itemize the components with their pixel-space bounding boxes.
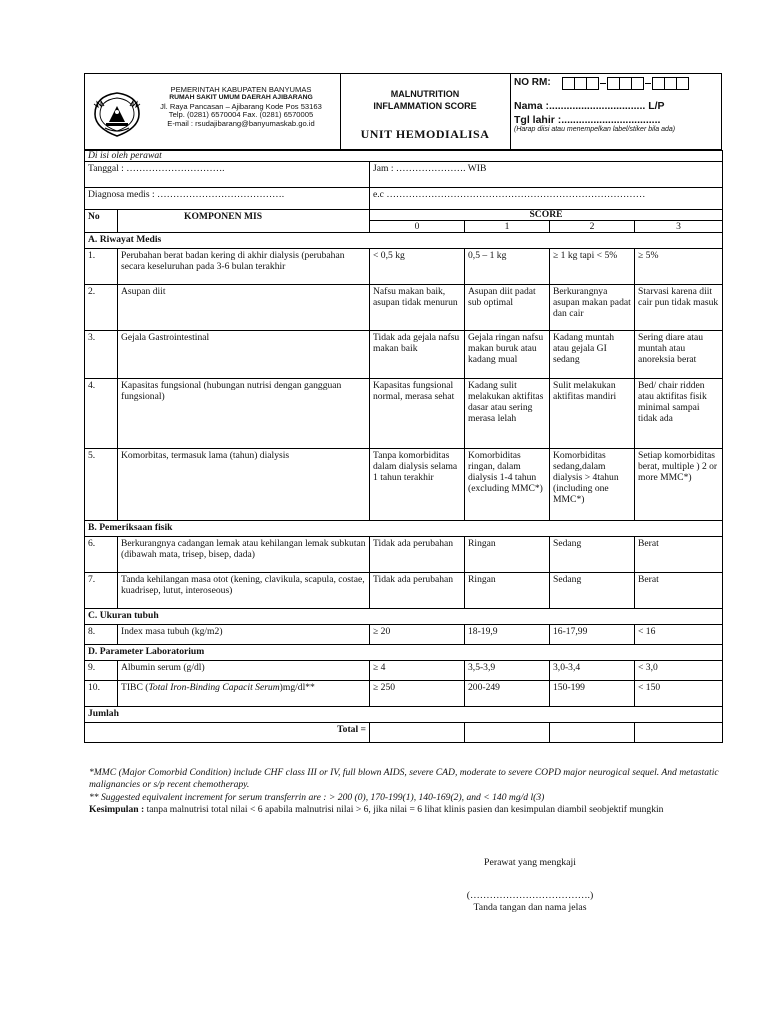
label-sticker-note: (Harap diisi atau menempelkan label/stiker bila ada): [514, 126, 676, 133]
score-3-option[interactable]: Bed/ chair ridden atau aktifitas fisik minimal sampai tidak ada: [635, 379, 723, 449]
score-0-option[interactable]: Kapasitas fungsional normal, merasa sehat: [370, 379, 465, 449]
score-1-option[interactable]: Ringan: [465, 573, 550, 609]
footnote-transferrin: ** Suggested equivalent increment for serum transferrin are : > 200 (0), 170-199(1), 140-169(2), and < 140 mg/d l(3): [89, 791, 545, 803]
table-row: [85, 661, 723, 681]
row-number: 1.: [85, 249, 118, 285]
institution-email: E-mail : rsudajibarang@banyumaskab.go.id: [167, 118, 315, 128]
row-component: TIBC (Total Iron-Binding Capacit Serum)mg/dl**: [118, 681, 370, 707]
score-3-option[interactable]: Sering diare atau muntah atau anoreksia berat: [635, 331, 723, 379]
mis-score-table: [84, 150, 723, 743]
row-component: Asupan diit: [118, 285, 370, 331]
total-label: Total =: [85, 723, 370, 743]
row-component: Albumin serum (g/dl): [118, 661, 370, 681]
table-row: [85, 449, 723, 521]
row-number: 6.: [85, 537, 118, 573]
score-3-option[interactable]: ≥ 5%: [635, 249, 723, 285]
score-0-option[interactable]: ≥ 250: [370, 681, 465, 707]
table-row: [85, 537, 723, 573]
ec-field[interactable]: e.c ………………………………………………………………………: [370, 188, 723, 210]
score-1-option[interactable]: 18-19,9: [465, 625, 550, 645]
row-number: 9.: [85, 661, 118, 681]
score-2-option[interactable]: 150-199: [550, 681, 635, 707]
diagnosa-field[interactable]: Diagnosa medis : ………………………………….: [85, 188, 370, 210]
rm-digit-box[interactable]: [586, 77, 599, 90]
score-1-option[interactable]: 0,5 – 1 kg: [465, 249, 550, 285]
score-0-option[interactable]: ≥ 4: [370, 661, 465, 681]
score-1-option[interactable]: 200-249: [465, 681, 550, 707]
unit-title: UNIT HEMODIALISA: [360, 127, 490, 141]
row-component: Kapasitas fungsional (hubungan nutrisi dengan gangguan fungsional): [118, 379, 370, 449]
no-rm-label: NO RM:: [514, 77, 551, 88]
score-1-option[interactable]: Gejala ringan nafsu makan buruk atau kadang mual: [465, 331, 550, 379]
score-0-option[interactable]: Tidak ada gejala nafsu makan baik: [370, 331, 465, 379]
table-row: [85, 249, 723, 285]
score-col-1: 1: [465, 221, 550, 233]
col-no-header: No: [85, 210, 118, 233]
table-row: [85, 285, 723, 331]
table-row: [85, 625, 723, 645]
rm-digit-box[interactable]: [676, 77, 689, 90]
signature-caption: Tanda tangan dan nama jelas: [473, 902, 587, 913]
footnote-mmc: *MMC (Major Comorbid Condition) include CHF class III or IV, full blown AIDS, severe CAD, moderate to severe COPD major neurogical sequel. And metastatic malignancies or s/p recent chemotherapy.: [89, 767, 719, 791]
score-1-option[interactable]: Ringan: [465, 537, 550, 573]
tanggal-field[interactable]: Tanggal : ………………………….: [85, 162, 370, 188]
score-0-option[interactable]: < 0,5 kg: [370, 249, 465, 285]
row-number: 5.: [85, 449, 118, 521]
score-2-option[interactable]: Kadang muntah atau gejala GI sedang: [550, 331, 635, 379]
score-2-option[interactable]: Sulit melakukan aktifitas mandiri: [550, 379, 635, 449]
row-number: 8.: [85, 625, 118, 645]
patient-identity-cell: [510, 74, 721, 149]
score-3-option[interactable]: < 16: [635, 625, 723, 645]
total-score-1[interactable]: [465, 723, 550, 743]
score-3-option[interactable]: < 3,0: [635, 661, 723, 681]
signature-role: Perawat yang mengkaji: [484, 857, 576, 868]
score-header: SCORE: [370, 210, 723, 221]
footnotes: [89, 767, 729, 817]
score-2-option[interactable]: Sedang: [550, 537, 635, 573]
rm-separator: [645, 83, 651, 84]
score-2-option[interactable]: Komorbiditas sedang,dalam dialysis > 4tahun (including one MMC*): [550, 449, 635, 521]
row-component: Komorbitas, termasuk lama (tahun) dialysis: [118, 449, 370, 521]
score-col-2: 2: [550, 221, 635, 233]
score-1-option[interactable]: Komorbiditas ringan, dalam dialysis 1-4 tahun (excluding MMC*): [465, 449, 550, 521]
banyumas-emblem-icon: [91, 88, 143, 140]
row-number: 3.: [85, 331, 118, 379]
score-1-option[interactable]: Asupan diit padat sub optimal: [465, 285, 550, 331]
score-0-option[interactable]: ≥ 20: [370, 625, 465, 645]
institution-phone: Telp. (0281) 6570004 Fax. (0281) 6570005: [168, 110, 314, 120]
score-1-option[interactable]: 3,5-3,9: [465, 661, 550, 681]
table-row: [85, 379, 723, 449]
row-component: Index masa tubuh (kg/m2): [118, 625, 370, 645]
score-3-option[interactable]: Setiap komorbiditas berat, multiple ) 2 or more MMC*): [635, 449, 723, 521]
score-3-option[interactable]: Berat: [635, 537, 723, 573]
kesimpulan: Kesimpulan : tanpa malnutrisi total nilai < 6 apabila malnutrisi nilai > 6, jika nilai = 6 lihat klinis pasien dan kesimpulan diambil seobjektif mungkin: [89, 804, 664, 816]
jam-field[interactable]: Jam : …………………. WIB: [370, 162, 723, 188]
institution-address: Jl. Raya Pancasan – Ajibarang Kode Pos 53163: [160, 101, 322, 111]
institution-text: [141, 86, 341, 128]
score-0-option[interactable]: Nafsu makan baik, asupan tidak menurun: [370, 285, 465, 331]
institution-line-2: RUMAH SAKIT UMUM DAERAH AJIBARANG: [169, 94, 313, 102]
row-component: Berkurangnya cadangan lemak atau kehilangan lemak subkutan (dibawah mata, trisep, bisep, dada): [118, 537, 370, 573]
score-col-3: 3: [635, 221, 723, 233]
col-komponen-header: KOMPONEN MIS: [118, 210, 370, 233]
signature-block: [400, 857, 660, 913]
total-score-2[interactable]: [550, 723, 635, 743]
row-component: Tanda kehilangan masa otot (kening, clavikula, scapula, costae, kuadrisep, lutut, interoseous): [118, 573, 370, 609]
row-number: 10.: [85, 681, 118, 707]
score-3-option[interactable]: Starvasi karena diit cair pun tidak masuk: [635, 285, 723, 331]
table-row: [85, 681, 723, 707]
signature-line[interactable]: (……………………………….): [466, 890, 594, 901]
form-header: [84, 73, 722, 150]
score-2-option[interactable]: ≥ 1 kg tapi < 5%: [550, 249, 635, 285]
row-number: 2.: [85, 285, 118, 331]
score-3-option[interactable]: Berat: [635, 573, 723, 609]
form-title: MALNUTRITION INFLAMMATION SCORE: [373, 89, 477, 111]
section-riwayat-medis: A. Riwayat Medis: [85, 233, 723, 249]
score-1-option[interactable]: Kadang sulit melakukan aktifitas dasar atau sering merasa lelah: [465, 379, 550, 449]
rm-digit-box[interactable]: [631, 77, 644, 90]
title-cell: [340, 74, 511, 149]
score-2-option[interactable]: 16-17,99: [550, 625, 635, 645]
total-score-0[interactable]: [370, 723, 465, 743]
score-2-option[interactable]: Sedang: [550, 573, 635, 609]
table-row: [85, 573, 723, 609]
score-0-option[interactable]: Tidak ada perubahan: [370, 573, 465, 609]
row-number: 4.: [85, 379, 118, 449]
patient-name-field[interactable]: Nama :................................. L/P: [514, 100, 665, 112]
score-3-option[interactable]: < 150: [635, 681, 723, 707]
jumlah-label: Jumlah: [85, 707, 723, 723]
row-component: Gejala Gastrointestinal: [118, 331, 370, 379]
row-component: Perubahan berat badan kering di akhir dialysis (perubahan secara keseluruhan pada 3-6 bulan terakhir: [118, 249, 370, 285]
rm-separator: [600, 83, 606, 84]
score-2-option[interactable]: 3,0-3,4: [550, 661, 635, 681]
row-number: 7.: [85, 573, 118, 609]
institution-line-1: PEMERINTAH KABUPATEN BANYUMAS: [170, 85, 312, 94]
score-0-option[interactable]: Tidak ada perubahan: [370, 537, 465, 573]
total-score-3[interactable]: [635, 723, 723, 743]
score-col-0: 0: [370, 221, 465, 233]
section-parameter-laboratorium: D. Parameter Laboratorium: [85, 645, 723, 661]
table-row: [85, 331, 723, 379]
score-2-option[interactable]: Berkurangnya asupan makan padat dan cair: [550, 285, 635, 331]
section-ukuran-tubuh: C. Ukuran tubuh: [85, 609, 723, 625]
patient-birthdate-field[interactable]: Tgl lahir :..................................: [514, 114, 661, 126]
institution-cell: [85, 74, 341, 149]
section-pemeriksaan-fisik: B. Pemeriksaan fisik: [85, 521, 723, 537]
score-0-option[interactable]: Tanpa komorbiditas dalam dialysis selama 1 tahun terakhir: [370, 449, 465, 521]
filled-by-note: Di isi oleh perawat: [85, 151, 723, 162]
